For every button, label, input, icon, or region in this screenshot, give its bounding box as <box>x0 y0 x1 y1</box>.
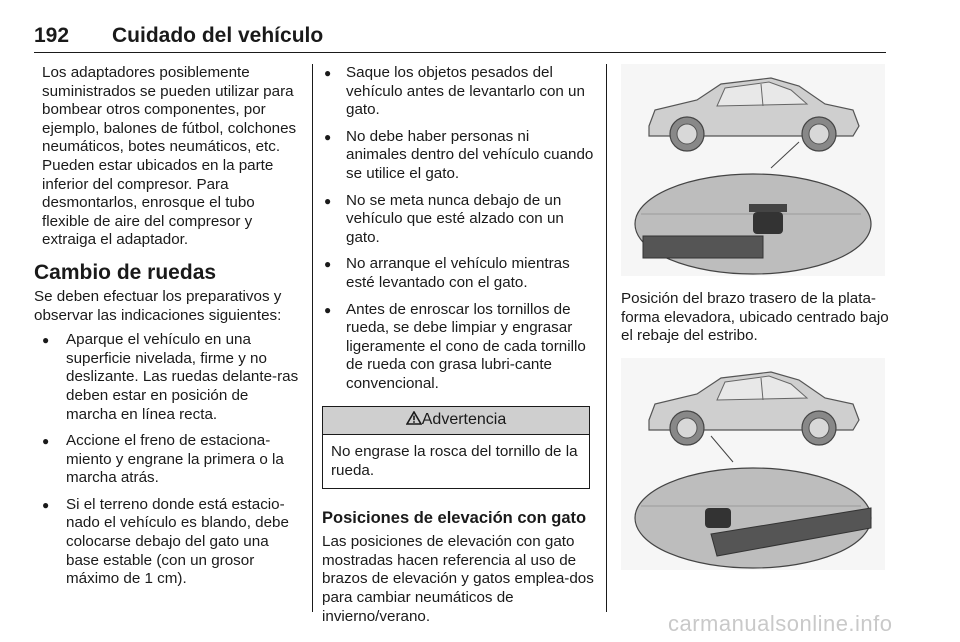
watermark: carmanualsonline.info <box>668 611 893 636</box>
list-item: ● Accione el freno de estaciona-miento y engrane la primera o la marcha atrás. <box>34 432 300 488</box>
preparation-list <box>34 331 300 589</box>
column-left <box>34 64 300 597</box>
heading-posiciones-elevacion: Posiciones de elevación con gato <box>322 509 587 528</box>
column-right <box>621 64 889 570</box>
figure-front-lift-point <box>621 358 885 570</box>
column-middle <box>322 64 594 626</box>
list-item: ● Antes de enroscar los tornillos de rueda, se debe limpiar y engrasar ligeramente el cono de cada tornillo de rueda con grasa lubri-cante convencional. <box>322 301 594 394</box>
list-item: ● Saque los objetos pesados del vehículo antes de levantarlo con un gato. <box>322 64 594 120</box>
figure-caption: Posición del brazo trasero de la plata-forma elevadora, ubicado centrado bajo el rebaje del estribo. <box>621 290 889 345</box>
heading-cambio-de-ruedas: Cambio de ruedas <box>34 260 217 284</box>
column-divider <box>606 64 607 612</box>
warning-text: No engrase la rosca del tornillo de la rueda. <box>331 443 578 479</box>
column-divider <box>312 64 313 612</box>
list-item: ● Aparque el vehículo en una superficie nivelada, firme y no deslizante. Las ruedas delante-ras deben estar en posición de marcha en línea recta. <box>34 331 300 424</box>
warning-box <box>322 406 590 490</box>
warning-triangle-icon <box>406 411 422 425</box>
safety-list <box>322 64 594 394</box>
elevation-paragraph: Las posiciones de elevación con gato mostradas hacen referencia al uso de brazos de elevación y gatos emplea-dos para cambiar neumáticos de invierno/verano. <box>322 533 594 625</box>
intro-paragraph: Los adaptadores posiblemente suministrados se pueden utilizar para bombear otros componentes, por ejemplo, balones de fútbol, colchones neumáticos, botes neumáticos, etc. Pueden estar ubicados en la parte inferior del compresor. Para desmontarlos, enrosque el tubo flexible de aire del compresor y extraiga el adaptador. <box>42 64 297 249</box>
list-item: ● Si el terreno donde está estacio-nado el vehículo es blando, debe colocarse debajo del gato una base estable (con un grosor máximo de 1 cm). <box>34 496 300 589</box>
figure-rear-lift-point <box>621 64 885 276</box>
warning-title: Advertencia <box>421 410 507 428</box>
list-item: ● No debe haber personas ni animales dentro del vehículo cuando se utilice el gato. <box>322 128 594 184</box>
warning-header <box>323 407 589 436</box>
section-title: Cuidado del vehículo <box>112 24 324 47</box>
list-item: ● No arranque el vehículo mientras esté levantado con el gato. <box>322 255 594 292</box>
page-number: 192 <box>34 24 70 47</box>
page-header <box>34 22 886 53</box>
lead-paragraph: Se deben efectuar los preparativos y observar las indicaciones siguientes: <box>34 287 282 324</box>
list-item: ● No se meta nunca debajo de un vehículo que esté alzado con un gato. <box>322 192 594 248</box>
